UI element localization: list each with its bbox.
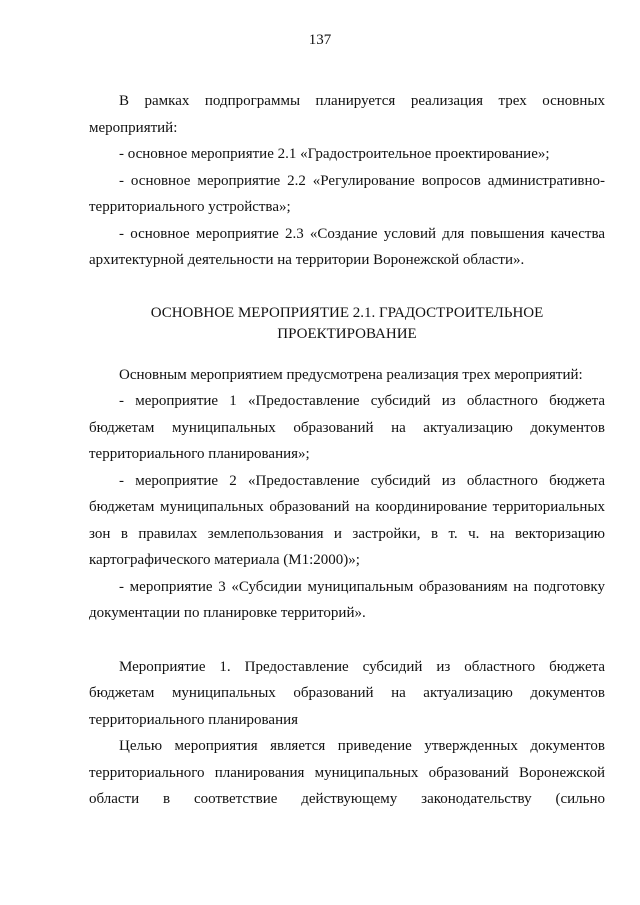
measure-body: Целью мероприятия является приведение утвержденных документов территориального планирования муниципальных образований Воронежской области в соответствие действующему законодательству (сильно	[89, 738, 605, 807]
document-body	[89, 88, 605, 813]
intro-item: - основное мероприятие 2.2 «Регулирование вопросов административно-территориального устройства»;	[89, 172, 605, 215]
section-heading-line: ПРОЕКТИРОВАНИЕ	[277, 325, 417, 342]
section-item: - мероприятие 3 «Субсидии муниципальным образованиям на подготовку документации по планировке территорий».	[89, 578, 605, 621]
section-lead: Основным мероприятием предусмотрена реализация трех мероприятий:	[119, 366, 583, 383]
spacer	[89, 627, 605, 654]
page-number: 137	[308, 32, 332, 48]
section-heading	[89, 303, 605, 345]
section-heading-line: ОСНОВНОЕ МЕРОПРИЯТИЕ 2.1. ГРАДОСТРОИТЕЛЬНОЕ	[150, 304, 544, 321]
measure-title: Мероприятие 1. Предоставление субсидий из областного бюджета бюджетам муниципальных образований на актуализацию документов территориального планирования	[89, 658, 605, 728]
intro-paragraph: В рамках подпрограммы планируется реализация трех основных мероприятий:	[89, 93, 605, 136]
section-item: - мероприятие 1 «Предоставление субсидий из областного бюджета бюджетам муниципальных образований на актуализацию документов территориального планирования»;	[89, 393, 605, 462]
section-item: - мероприятие 2 «Предоставление субсидий из областного бюджета бюджетам муниципальных образований на координирование территориальных зон в правилах землепользования и застройки, в т. ч. на векторизацию картографического материала (М1:2000)»;	[89, 472, 605, 568]
intro-item: - основное мероприятие 2.3 «Создание условий для повышения качества архитектурной деятельности на территории Воронежской области».	[89, 225, 605, 268]
intro-item: - основное мероприятие 2.1 «Градостроительное проектирование»;	[119, 146, 550, 162]
